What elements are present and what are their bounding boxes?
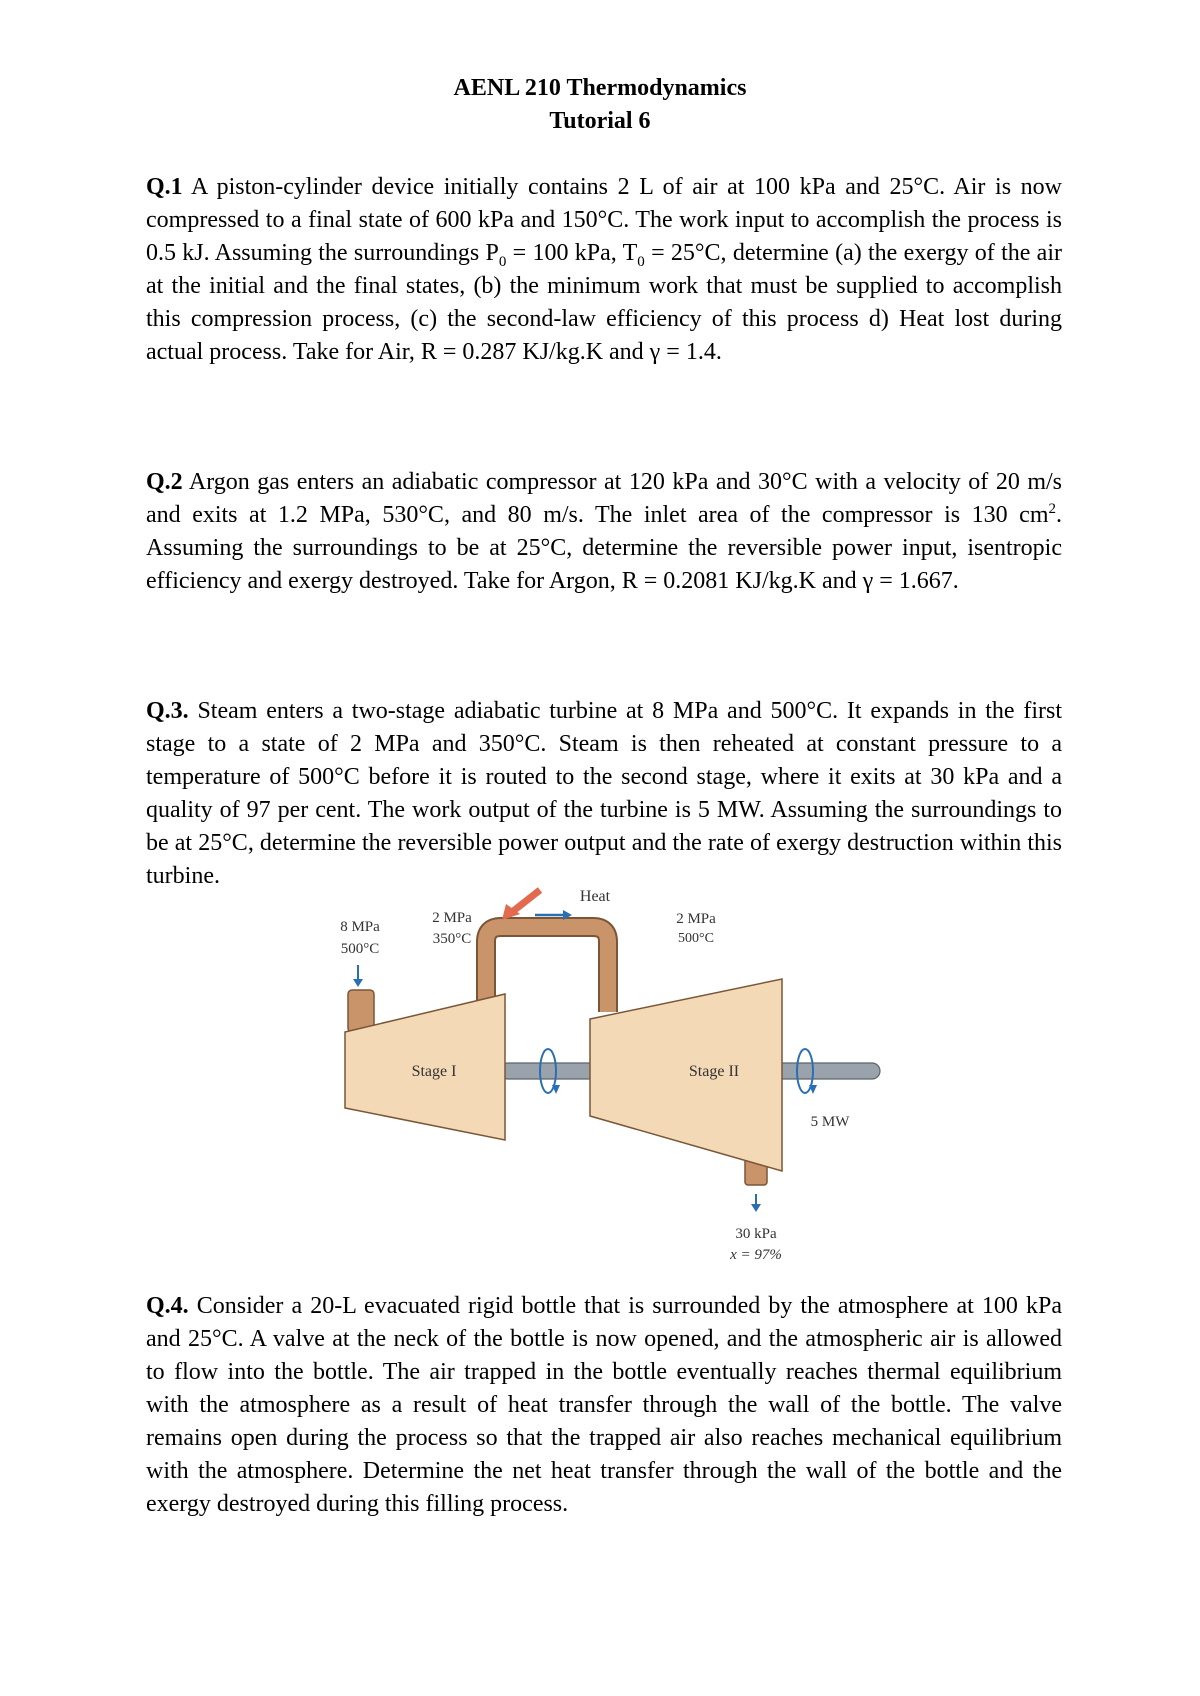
exit-quality-label: x = 97% [730,1247,782,1263]
question-1-label: Q.1 [146,174,183,200]
heat-arrow-icon [502,890,540,920]
tutorial-title: Tutorial 6 [549,108,651,134]
question-1-text-b: = 100 kPa, T [506,240,638,266]
question-2-label: Q.2 [146,469,183,495]
question-1-text-c: = 25°C, determine (a) the exergy of the air at the initial and the final states, (b) the minimum work that must be supplied to accomplish this compression process, (c) the second-law efficiency of this process d) Heat lost during actual process. Take for Air, R = 0.287 KJ/kg.K and γ = 1.4. [146,240,1062,365]
question-4-label: Q.4. [146,1293,189,1319]
question-2-sup: 2 [1048,501,1056,517]
question-1-sub-a: 0 [498,253,507,270]
reheat-temp-label: 500°C [678,931,714,946]
inlet-pressure-label: 8 MPa [340,919,380,935]
question-3 [146,695,1062,893]
mid-pressure-label: 2 MPa [432,910,472,926]
exit-arrow-icon [751,1194,761,1212]
stage-1-label: Stage I [411,1063,457,1080]
inlet-temp-label: 500°C [340,941,380,957]
question-3-text: Steam enters a two-stage adiabatic turbine at 8 MPa and 500°C. It expands in the first stage to a state of 2 MPa and 350°C. Steam is then reheated at constant pressure to a temperature of 500°C before it is routed to the second stage, where it exits at 30 kPa and a quality of 97 per cent. The work output of the turbine is 5 MW. Assuming the surroundings to be at 25°C, determine the reversible power output and the rate of exergy destruction within this turbine. [146,698,1062,889]
question-2-text-a: Argon gas enters an adiabatic compressor at 120 kPa and 30°C with a velocity of 20 m/s and exits at 1.2 MPa, 530°C, and 80 m/s. The inlet area of the compressor is 130 cm [146,469,1062,528]
question-2-text-b: . Assuming the surroundings to be at 25°C, determine the reversible power input, isentropic efficiency and exergy destroyed. Take for Argon, R = 0.2081 KJ/kg.K and γ = 1.667. [146,502,1062,594]
power-label: 5 MW [810,1114,850,1130]
question-4 [146,1290,1062,1521]
two-stage-turbine-diagram [330,882,910,1272]
inlet-arrow-icon [353,965,363,987]
question-3-label: Q.3. [146,698,189,724]
stage-2-body [590,979,782,1171]
exit-pressure-label: 30 kPa [735,1226,777,1242]
stage-2-label: Stage II [688,1063,740,1080]
question-1 [146,171,1062,369]
question-1-sub-b: 0 [637,253,645,270]
question-2 [146,466,1062,598]
mid-temp-label: 350°C [432,931,472,947]
heat-label: Heat [579,888,611,905]
reheat-pressure-label: 2 MPa [676,911,716,927]
course-title: AENL 210 Thermodynamics [453,75,747,101]
question-1-text-a: A piston‑cylinder device initially contains 2 L of air at 100 kPa and 25°C. Air is now compressed to a final state of 600 kPa and 150°C. The work input to accomplish the process is 0.5 kJ. Assuming the surroundings P [146,174,1062,266]
question-4-text: Consider a 20-L evacuated rigid bottle that is surrounded by the atmosphere at 100 kPa and 25°C. A valve at the neck of the bottle is now opened, and the atmospheric air is allowed to flow into the bottle. The air trapped in the bottle eventually reaches thermal equilibrium with the atmosphere as a result of heat transfer through the wall of the bottle. The valve remains open during the process so that the trapped air also reaches mechanical equilibrium with the atmosphere. Determine the net heat transfer through the wall of the bottle and the exergy destroyed during this filling process. [146,1293,1062,1517]
